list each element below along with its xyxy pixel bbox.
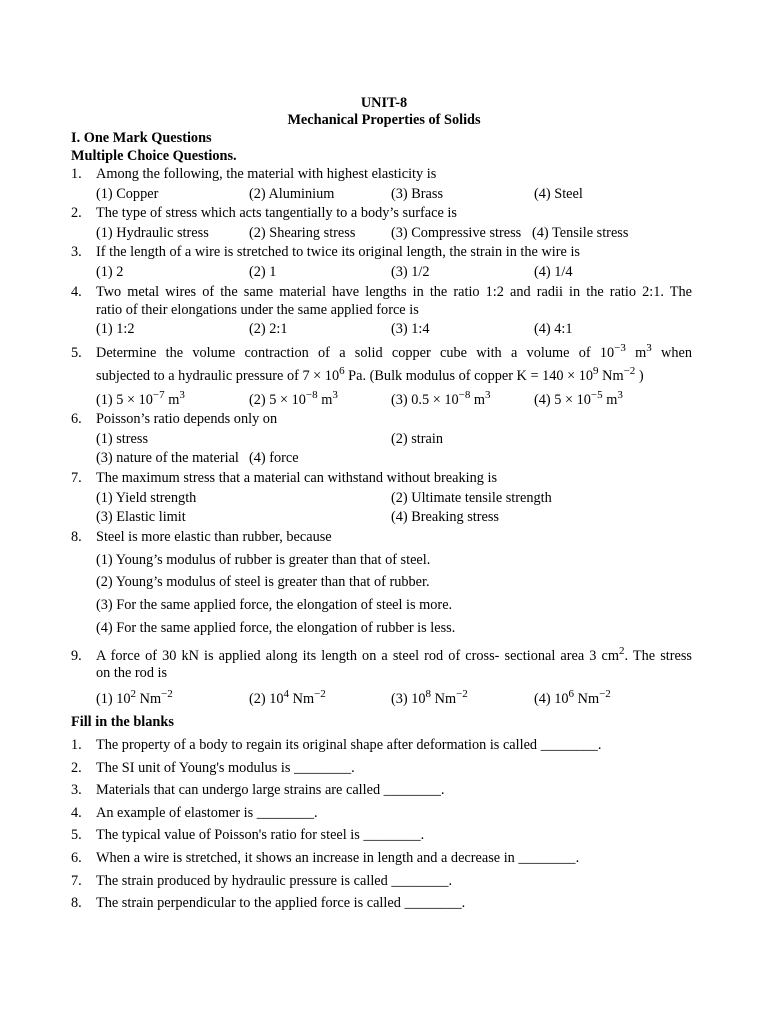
question-number: 1. — [71, 166, 82, 182]
item-number: 7. — [71, 873, 82, 889]
option: (4) Breaking stress — [391, 509, 499, 525]
option: (2) 2:1 — [249, 321, 288, 337]
option: (2) $10^4$ $Nm^{-2}$ — [249, 688, 326, 707]
question-text: The maximum stress that a material can withstand without breaking is — [96, 470, 498, 486]
option: (3) $10^8$ $Nm^{-2}$ — [391, 688, 468, 707]
question-text: The type of stress which acts tangentially to a body’s surface is — [96, 205, 457, 221]
question-text: Poisson’s ratio depends only on — [96, 411, 278, 427]
option: (4) $5 \times 10^{-5}$ $m^3$ — [534, 389, 623, 408]
option: (1) Yield strength — [96, 490, 197, 506]
item-text: The SI unit of Young's modulus is ________. — [96, 760, 355, 776]
question-text-continued: subjected to a hydraulic pressure of $7 \times 10^6$ Pa. (Bulk modulus of copper $K = 140 \times 10^9$ $Nm^{-2}$ ) — [96, 365, 644, 384]
option: (3) 1/2 — [391, 264, 430, 280]
option: (1) stress — [96, 431, 149, 447]
option: (4) 1/4 — [534, 264, 573, 280]
option: (2) 1 — [249, 264, 277, 280]
option: (4) $10^6$ $Nm^{-2}$ — [534, 688, 611, 707]
unit-heading: UNIT-8 — [360, 95, 408, 111]
option: (2) Young’s modulus of steel is greater than that of rubber. — [96, 574, 430, 590]
option: (1) Hydraulic stress — [96, 225, 209, 241]
question-number: 2. — [71, 205, 82, 221]
option: (3) 1:4 — [391, 321, 430, 337]
option: (3) nature of the material — [96, 450, 239, 466]
item-number: 1. — [71, 737, 82, 753]
question-text-continued: on the rod is — [96, 665, 168, 681]
question-number: 9. — [71, 648, 82, 664]
option: (1) 2 — [96, 264, 124, 280]
option: (2) Shearing stress — [249, 225, 356, 241]
option: (4) 4:1 — [534, 321, 573, 337]
question-text: Among the following, the material with highest elasticity is — [96, 166, 437, 182]
question-number: 6. — [71, 411, 82, 427]
option: (2) strain — [391, 431, 444, 447]
option: (3) For the same applied force, the elongation of steel is more. — [96, 597, 453, 613]
option: (1) Young’s modulus of rubber is greater than that of steel. — [96, 552, 431, 568]
option: (1) $10^2$ $Nm^{-2}$ — [96, 688, 173, 707]
option: (3) Elastic limit — [96, 509, 186, 525]
option: (3) Brass — [391, 186, 444, 202]
question-number: 5. — [71, 345, 82, 361]
question-text: A force of 30 kN is applied along its length on a steel rod of cross- sectional area 3 $cm^2$. The stress — [96, 645, 692, 664]
item-text: When a wire is stretched, it shows an increase in length and a decrease in ________. — [96, 850, 580, 866]
option: (1) $5 \times 10^{-7}$ $m^3$ — [96, 389, 185, 408]
section-heading: I. One Mark Questions — [71, 130, 212, 146]
option: (1) Copper — [96, 186, 159, 202]
item-number: 5. — [71, 827, 82, 843]
item-number: 2. — [71, 760, 82, 776]
option: (4) For the same applied force, the elongation of rubber is less. — [96, 620, 456, 636]
option: (4) Steel — [534, 186, 583, 202]
option: (3) $0.5 \times 10^{-8}$ $m^3$ — [391, 389, 491, 408]
option: (2) Ultimate tensile strength — [391, 490, 552, 506]
option: (2) Aluminium — [249, 186, 335, 202]
question-number: 7. — [71, 470, 82, 486]
option: (1) 1:2 — [96, 321, 135, 337]
item-text: Materials that can undergo large strains are called ________. — [96, 782, 445, 798]
option: (3) Compressive stress — [391, 225, 522, 241]
question-text: Two metal wires of the same material have lengths in the ratio 1:2 and radii in the ratio 2:1. The — [96, 284, 692, 300]
question-number: 3. — [71, 244, 82, 260]
question-number: 8. — [71, 529, 82, 545]
item-number: 3. — [71, 782, 82, 798]
option: (2) $5 \times 10^{-8}$ $m^3$ — [249, 389, 338, 408]
item-text: The property of a body to regain its original shape after deformation is called ________. — [96, 737, 602, 753]
item-text: The strain produced by hydraulic pressure is called ________. — [96, 873, 453, 889]
option: (4) force — [249, 450, 299, 466]
question-text: Steel is more elastic than rubber, because — [96, 529, 332, 545]
question-text-continued: ratio of their elongations under the same applied force is — [96, 302, 419, 318]
mcq-subheading: Multiple Choice Questions. — [71, 148, 237, 164]
item-number: 4. — [71, 805, 82, 821]
item-text: The typical value of Poisson's ratio for steel is ________. — [96, 827, 425, 843]
question-text: If the length of a wire is stretched to twice its original length, the strain in the wire is — [96, 244, 580, 260]
page-title: Mechanical Properties of Solids — [287, 112, 481, 128]
item-text: An example of elastomer is ________. — [96, 805, 318, 821]
fill-blanks-heading: Fill in the blanks — [71, 714, 174, 730]
item-number: 6. — [71, 850, 82, 866]
item-number: 8. — [71, 895, 82, 911]
item-text: The strain perpendicular to the applied force is called ________. — [96, 895, 466, 911]
option: (4) Tensile stress — [532, 225, 629, 241]
question-number: 4. — [71, 284, 82, 300]
question-text: Determine the volume contraction of a solid copper cube with a volume of $10^{-3}$ $m^3$ when — [96, 342, 692, 361]
